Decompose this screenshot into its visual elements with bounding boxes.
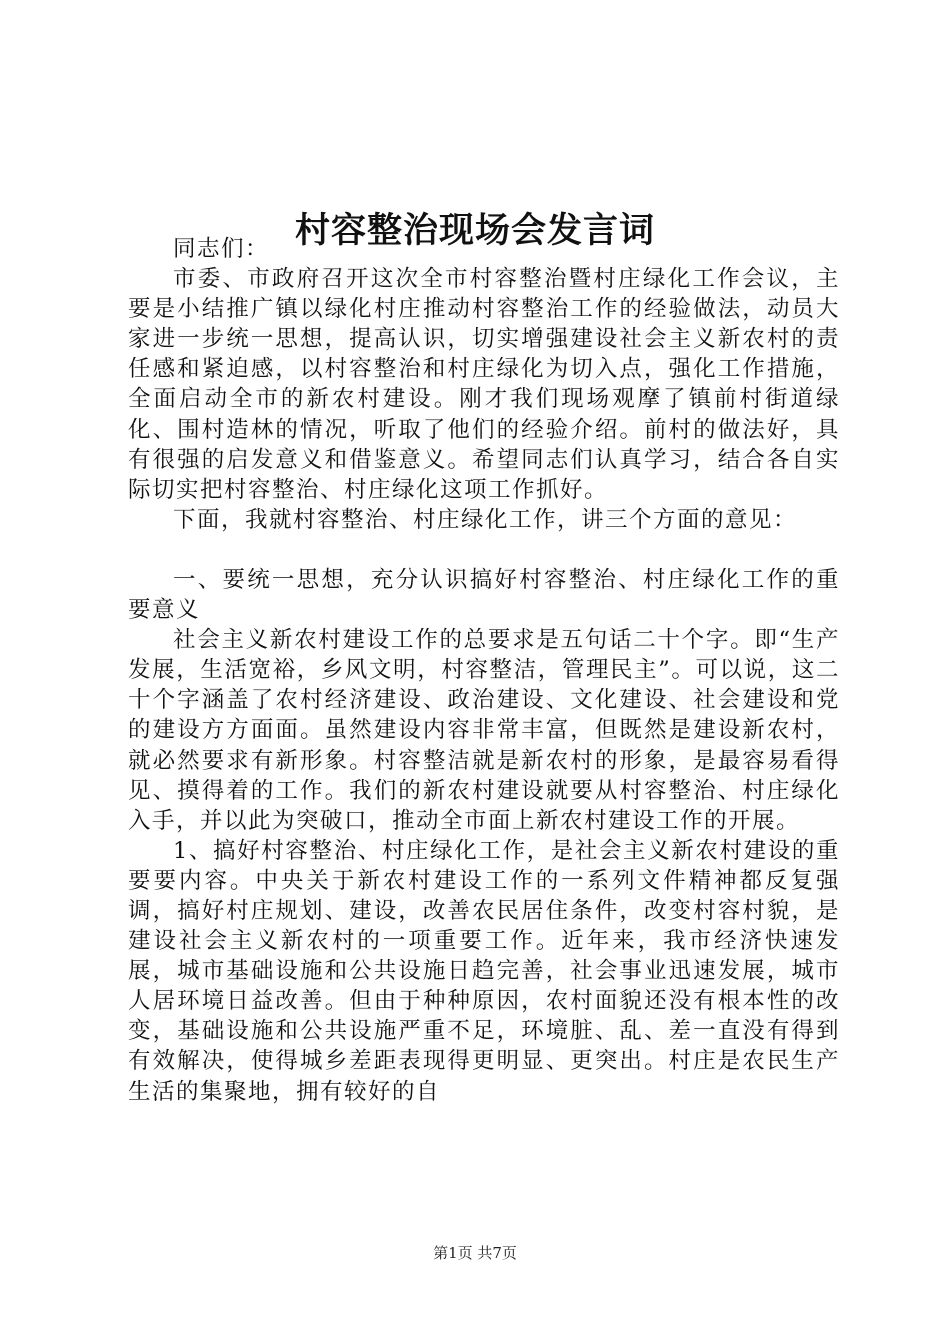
section-heading-1: 一、要统一思想，充分认识搞好村容整治、村庄绿化工作的重要意义 — [128, 566, 840, 624]
section-paragraph-2: 1、搞好村容整治、村庄绿化工作，是社会主义新农村建设的重要要内容。中央关于新农村建设工作的一系列文件精神都反复强调，搞好村庄规划、建设，改善农民居住条件，改变村容村貌，是建设社会主义新农村的一项重要工作。近年来，我市经济快速发展，城市基础设施和公共设施日趋完善，社会事业迅速发展，城市人居环境日益改善。但由于种种原因，农村面貌还没有根本性的改变，基础设施和公共设施严重不足，环境脏、乱、差一直没有得到有效解决，使得城乡差距表现得更明显、更突出。村庄是农民生产生活的集聚地，拥有较好的自 — [128, 837, 840, 1105]
intro-paragraph: 市委、市政府召开这次全市村容整治暨村庄绿化工作会议，主要是小结推广镇以绿化村庄推动村容整治工作的经验做法，动员大家进一步统一思想，提高认识，切实增强建设社会主义新农村的责任感和紧迫感，以村容整治和村庄绿化为切入点，强化工作措施，全面启动全市的新农村建设。刚才我们现场观摩了镇前村街道绿化、围村造林的情况，听取了他们的经验介绍。前村的做法好，具有很强的启发意义和借鉴意义。希望同志们认真学习，结合各自实际切实把村容整治、村庄绿化这项工作抓好。 — [128, 266, 840, 503]
document-title: 村容整治现场会发言词 — [294, 210, 655, 252]
section-paragraph-1: 社会主义新农村建设工作的总要求是五句话二十个字。即“生产发展，生活宽裕，乡风文明，村容整洁，管理民主”。可以说，这二十个字涵盖了农村经济建设、政治建设、文化建设、社会建设和党的建设方方面面。虽然建设内容非常丰富，但既然是建设新农村，就必然要求有新形象。村容整洁就是新农村的形象，是最容易看得见、摸得着的工作。我们的新农村建设就要从村容整治、村庄绿化入手，并以此为突破口，推动全市面上新农村建设工作的开展。 — [128, 627, 840, 834]
greeting-paragraph: 同志们： — [173, 236, 270, 262]
document-body — [128, 234, 840, 1107]
page-footer: 第1页 共7页 — [433, 1244, 517, 1262]
outline-paragraph: 下面，我就村容整治、村庄绿化工作，讲三个方面的意见： — [173, 506, 798, 533]
